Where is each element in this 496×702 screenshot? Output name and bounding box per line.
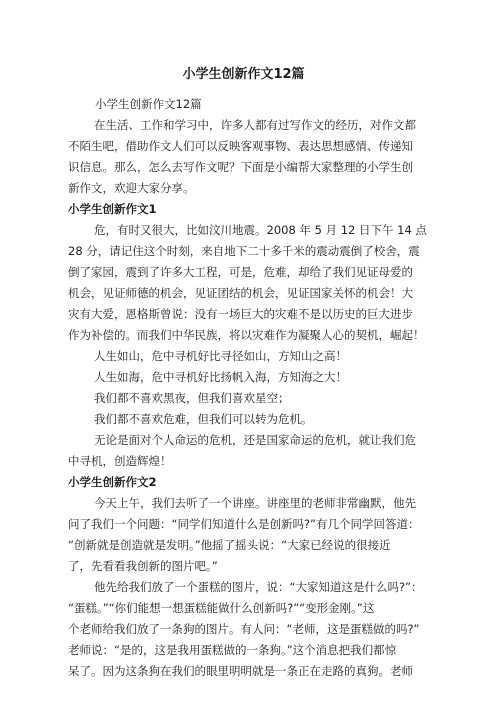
intro-line-2: 不陌生吧，借助作文人们可以反映客观事物、表达思想感情、传递知 xyxy=(68,139,413,153)
s1-poem-line-2: 人生如海，危中寻机好比扬帆入海，方知海之大！ xyxy=(94,370,347,384)
s2-para1-line-2: 问了我们一个问题：“同学们知道什么是创新吗?”有几个同学回答道： xyxy=(68,517,420,531)
s1-para1-line-5: 灾有大爱，恩格斯曾说：没有一场巨大的灾难不是以历史的巨大进步 xyxy=(68,307,413,321)
s1-para1-line-3: 倒了家园，震到了许多大工程，可是，危难，却给了我们见证母爱的 xyxy=(68,265,413,279)
s2-para1-line-4: 了，先看看我创新的图片吧。” xyxy=(68,559,218,573)
s2-para1-line-1: 今天上午，我们去听了一个讲座。讲座里的老师非常幽默，他先 xyxy=(94,496,416,510)
document-subtitle: 小学生创新作文12篇 xyxy=(95,97,202,111)
s1-poem-line-3: 我们都不喜欢黑夜，但我们喜欢星空； xyxy=(94,391,290,405)
s1-para1-line-2: 28 分，请记住这个时刻，来自地下二十多千米的震动震倒了校舍，震 xyxy=(68,244,420,258)
s1-para1-line-1: 危，有时又很大，比如汶川地震。2008 年 5 月 12 日下午 14 点 xyxy=(94,223,427,237)
section-heading-2: 小学生创新作文2 xyxy=(68,475,157,489)
intro-line-4: 新作文，欢迎大家分享。 xyxy=(68,181,195,195)
section-heading-1: 小学生创新作文1 xyxy=(68,202,157,216)
s2-para2-line-2: “蛋糕。”“你们能想一想蛋糕能做什么创新吗?”“变形金刚。”这 xyxy=(68,601,375,615)
s2-para2-line-1: 他先给我们放了一个蛋糕的图片，说：“大家知道这是什么吗?”： xyxy=(94,580,423,594)
s1-para2-line-1: 无论是面对个人命运的危机，还是国家命运的危机，就让我们危 xyxy=(94,433,416,447)
s2-para2-line-3: 个老师给我们放了一条狗的图片。有人问：“老师，这是蛋糕做的吗?” xyxy=(68,622,420,636)
s1-poem-line-1: 人生如山，危中寻机好比寻径如山，方知山之高！ xyxy=(94,349,347,363)
document-title: 小学生创新作文12篇 xyxy=(182,67,305,82)
s1-para1-line-6: 作为补偿的。而我们中华民族，将以灾难作为凝聚人心的契机，崛起！ xyxy=(68,328,425,342)
intro-line-3: 识信息。那么，怎么去写作文呢？下面是小编帮大家整理的小学生创 xyxy=(68,160,413,174)
s1-para2-line-2: 中寻机，创造辉煌！ xyxy=(68,454,172,468)
s2-para1-line-3: “创新就是创造就是发明。”他摇了摇头说：“大家已经说的很接近 xyxy=(68,538,391,552)
s2-para2-line-5: 呆了。因为这条狗在我们的眼里明明就是一条正在走路的真狗。老师 xyxy=(68,664,413,678)
s2-para2-line-4: 老师说：“是的，这是我用蛋糕做的一条狗。”这个消息把我们都惊 xyxy=(68,643,397,657)
intro-line-1: 在生活、工作和学习中，许多人都有过写作文的经历，对作文都 xyxy=(94,118,416,132)
s1-para1-line-4: 机会，见证师德的机会，见证团结的机会，见证国家关怀的机会！大 xyxy=(68,286,413,300)
s1-poem-line-4: 我们都不喜欢危难，但我们可以转为危机。 xyxy=(94,412,313,426)
